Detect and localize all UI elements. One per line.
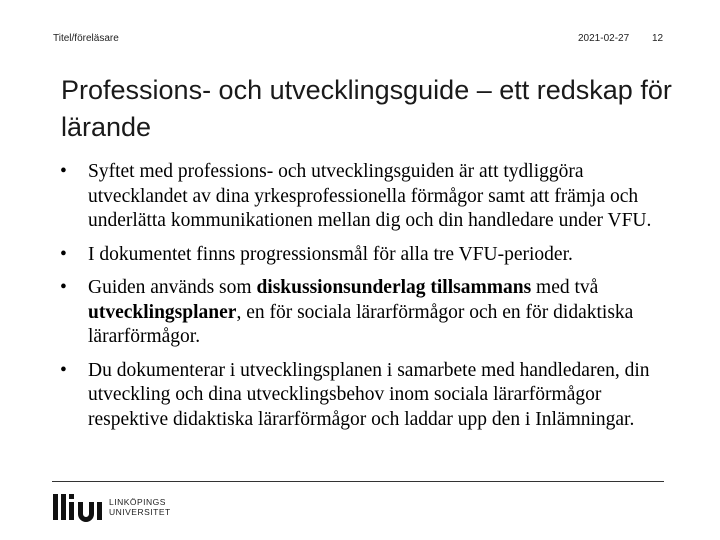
slide-title: Professions- och utvecklingsguide – ett redskap för lärande (61, 75, 672, 142)
university-logo (53, 490, 171, 524)
header-date: 2021-02-27 (578, 33, 630, 44)
bullet-marker: • (60, 243, 67, 265)
bullet-list (60, 160, 680, 441)
bullet-bold-text: utvecklingsplaner (88, 301, 237, 323)
bullet-text: Syftet med professions- och utvecklingsguiden är att tydliggöra utvecklandet av dina yrkesprofessionella förmågor samt att främja och underlätta kommunikationen mellan dig och din handledare under VFU. (88, 161, 652, 231)
logo-wordmark (109, 497, 171, 517)
bullet-item (60, 243, 680, 268)
bullet-marker: • (60, 277, 67, 298)
bullet-text: Du dokumenterar i utvecklingsplanen i samarbete med handledaren, din utveckling och dina utvecklingsbehov inom sociala lärarförmågor respektive didaktiska lärarförmågor och laddar upp den i Inlämningar. (88, 359, 650, 430)
liu-logo-icon (53, 492, 105, 522)
bullet-item (60, 160, 680, 234)
bullet-item (60, 359, 680, 433)
bullet-text-part: , en för sociala lärarförmågor och en för didaktiska lärarförmågor. (88, 301, 634, 347)
footer-divider (52, 481, 664, 482)
logo-line-1: LINKÖPINGS (109, 497, 166, 507)
header-presenter-label: Titel/föreläsare (53, 33, 119, 44)
bullet-text: I dokumentet finns progressionsmål för alla tre VFU-perioder. (88, 243, 573, 265)
bullet-item (60, 276, 680, 350)
bullet-text-part: Guiden används som (88, 277, 257, 298)
page-number: 12 (652, 33, 664, 44)
bullet-text-part: med två (531, 277, 599, 298)
bullet-marker: • (60, 161, 67, 182)
bullet-bold-text: diskussionsunderlag tillsammans (256, 277, 532, 298)
bullet-marker: • (60, 359, 67, 381)
logo-line-2: UNIVERSITET (109, 507, 171, 517)
